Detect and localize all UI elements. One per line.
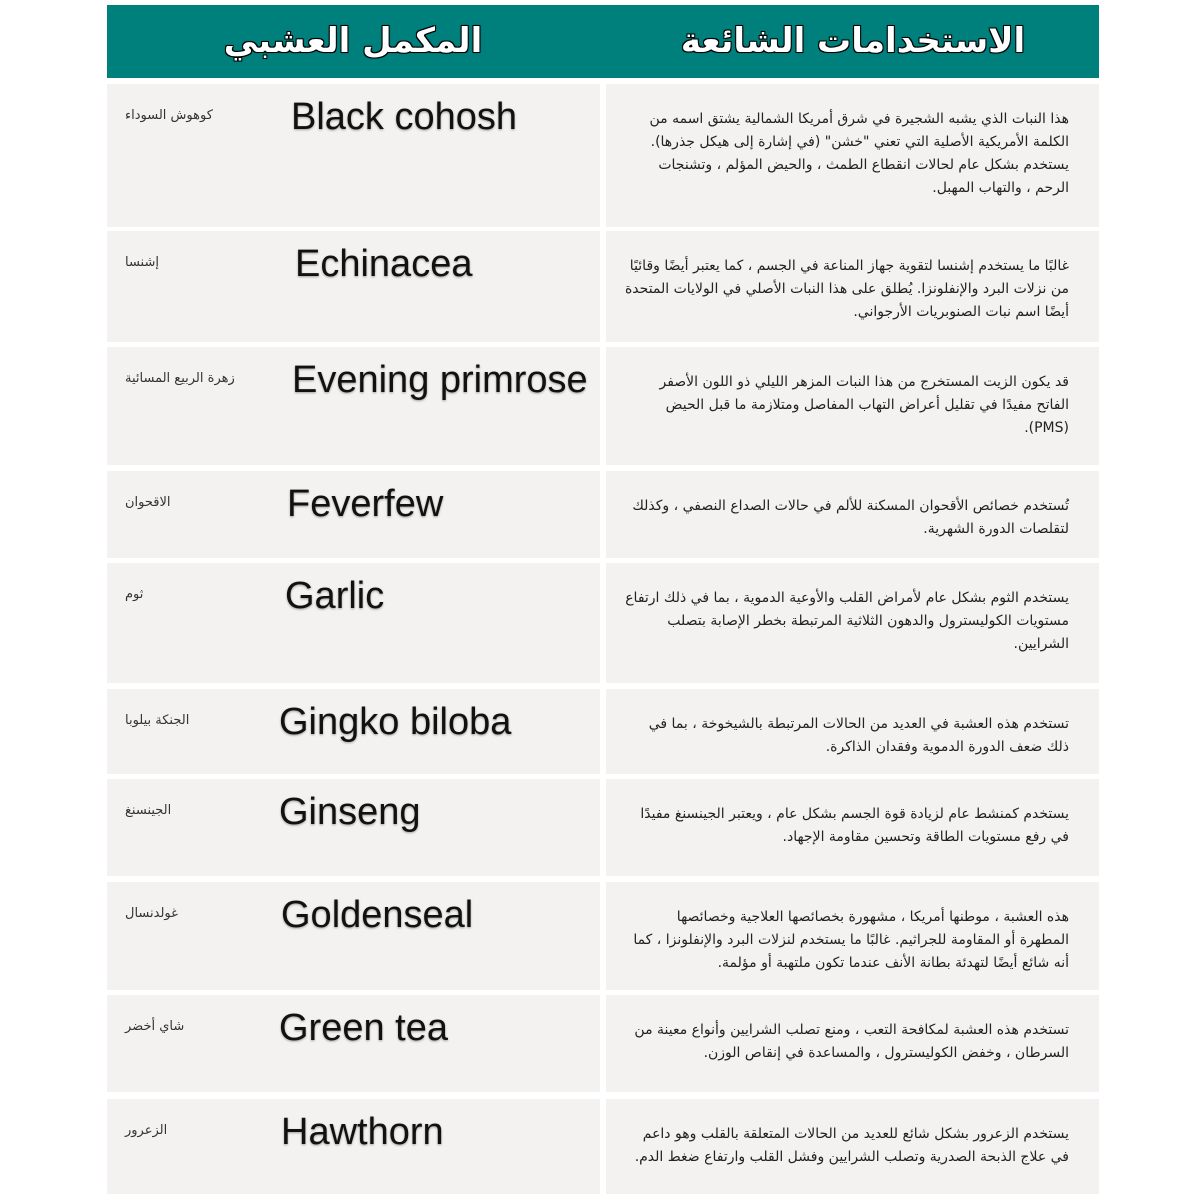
herb-uses-cell xyxy=(606,779,1099,876)
table-row xyxy=(107,1099,1099,1194)
herb-uses-text: تستخدم هذه العشبة في العديد من الحالات المرتبطة بالشيخوخة ، بما في ذلك ضعف الدورة الدموية وفقدان الذاكرة. xyxy=(648,716,1069,755)
herb-english-name: Feverfew xyxy=(287,483,444,525)
herb-uses-text: تُستخدم خصائص الأقحوان المسكنة للألم في حالات الصداع النصفي ، وكذلك لتقلصات الدورة الشهرية. xyxy=(632,498,1069,537)
herb-arabic-name: شاي أخضر xyxy=(125,1019,185,1034)
table-row xyxy=(107,84,1099,227)
herb-uses-text: يستخدم كمنشط عام لزيادة قوة الجسم بشكل عام ، ويعتبر الجينسنغ مفيدًا في رفع مستويات الطاقة وتحسين مقاومة الإجهاد. xyxy=(640,806,1069,845)
herb-arabic-name: الاقحوان xyxy=(125,495,171,510)
table-row xyxy=(107,995,1099,1092)
herb-uses-text: يستخدم الزعرور بشكل شائع للعديد من الحالات المتعلقة بالقلب وهو داعم في علاج الذبحة الصدرية وتصلب الشرايين وفشل القلب وارتفاع ضغط الدم. xyxy=(634,1126,1069,1165)
herb-arabic-name: غولدنسال xyxy=(125,906,178,921)
herb-name-cell xyxy=(107,231,600,342)
herb-uses-text: يستخدم الثوم بشكل عام لأمراض القلب والأوعية الدموية ، بما في ذلك ارتفاع مستويات الكوليسترول والدهون الثلاثية المرتبطة بخطر الإصابة بتصلب الشرايين. xyxy=(625,590,1069,652)
table-row xyxy=(107,779,1099,876)
table-row xyxy=(107,563,1099,683)
herb-name-cell xyxy=(107,779,600,876)
herb-english-name: Black cohosh xyxy=(291,96,518,138)
herb-arabic-name: إشنسا xyxy=(125,255,159,270)
herb-english-name: Hawthorn xyxy=(281,1111,444,1153)
table-row xyxy=(107,471,1099,558)
herb-uses-cell xyxy=(606,84,1099,227)
herb-arabic-name: الزعرور xyxy=(125,1123,168,1138)
herb-english-name: Garlic xyxy=(285,575,385,617)
herb-english-name: Gingko biloba xyxy=(279,701,512,743)
herb-english-name: Evening primrose xyxy=(292,359,588,401)
herb-uses-cell xyxy=(606,347,1099,465)
table-row xyxy=(107,689,1099,774)
herb-arabic-name: الجينسنغ xyxy=(125,803,172,818)
herb-uses-text: هذه العشبة ، موطنها أمريكا ، مشهورة بخصائصها العلاجية وخصائصها المطهرة أو المقاومة للجراثيم. غالبًا ما يستخدم لنزلات البرد والإنفلونزا ، كما أنه شائع أيضًا لتهدئة بطانة الأنف عندما تكون ملتهبة أو مؤلمة. xyxy=(633,909,1069,971)
table-row xyxy=(107,231,1099,342)
herb-name-cell xyxy=(107,347,600,465)
herb-uses-cell xyxy=(606,882,1099,990)
herb-uses-cell xyxy=(606,689,1099,774)
herb-uses-cell xyxy=(606,231,1099,342)
herb-name-cell xyxy=(107,1099,600,1194)
herb-name-cell xyxy=(107,471,600,558)
herb-uses-text: غالبًا ما يستخدم إشنسا لتقوية جهاز المناعة في الجسم ، كما يعتبر أيضًا وقائيًا من نزلات البرد والإنفلونزا. يُطلق على هذا النبات الأصلي في الولايات المتحدة أيضًا اسم نبات الصنوبريات الأرجواني. xyxy=(624,258,1069,320)
uses-column-title: الاستخدامات الشائعة xyxy=(680,21,1026,61)
herb-uses-cell xyxy=(606,471,1099,558)
table-row xyxy=(107,882,1099,990)
herb-uses-text: هذا النبات الذي يشبه الشجيرة في شرق أمريكا الشمالية يشتق اسمه من الكلمة الأمريكية الأصلية التي تعني "خشن" (في إشارة إلى هيكل جذرها). يستخدم بشكل عام لحالات انقطاع الطمث ، والحيض المؤلم ، وتشنجات الرحم ، والتهاب المهبل. xyxy=(649,111,1069,196)
table-row xyxy=(107,347,1099,465)
herb-english-name: Green tea xyxy=(279,1007,448,1049)
herb-column-title: المكمل العشبي xyxy=(223,21,483,61)
herb-english-name: Echinacea xyxy=(295,243,473,285)
herb-uses-cell xyxy=(606,995,1099,1092)
herb-english-name: Goldenseal xyxy=(281,894,474,936)
herb-arabic-name: كوهوش السوداء xyxy=(125,108,213,123)
herb-arabic-name: ثوم xyxy=(125,587,144,602)
table-header xyxy=(107,5,1099,78)
herb-arabic-name: زهرة الربيع المسائية xyxy=(125,371,235,386)
herb-name-cell xyxy=(107,84,600,227)
herb-name-cell xyxy=(107,689,600,774)
herb-name-cell xyxy=(107,882,600,990)
herb-arabic-name: الجنكة بيلوبا xyxy=(125,713,190,728)
herb-uses-text: قد يكون الزيت المستخرج من هذا النبات المزهر الليلي ذو اللون الأصفر الفاتح مفيدًا في تقليل أعراض التهاب المفاصل ومتلازمة ما قبل الحيض (PMS). xyxy=(659,374,1069,436)
herb-uses-cell xyxy=(606,1099,1099,1194)
herb-english-name: Ginseng xyxy=(279,791,421,833)
herb-name-cell xyxy=(107,563,600,683)
herb-uses-cell xyxy=(606,563,1099,683)
herb-name-cell xyxy=(107,995,600,1092)
herb-uses-text: تستخدم هذه العشبة لمكافحة التعب ، ومنع تصلب الشرايين وأنواع معينة من السرطان ، وخفض الكوليسترول ، والمساعدة في إنقاص الوزن. xyxy=(634,1022,1069,1061)
